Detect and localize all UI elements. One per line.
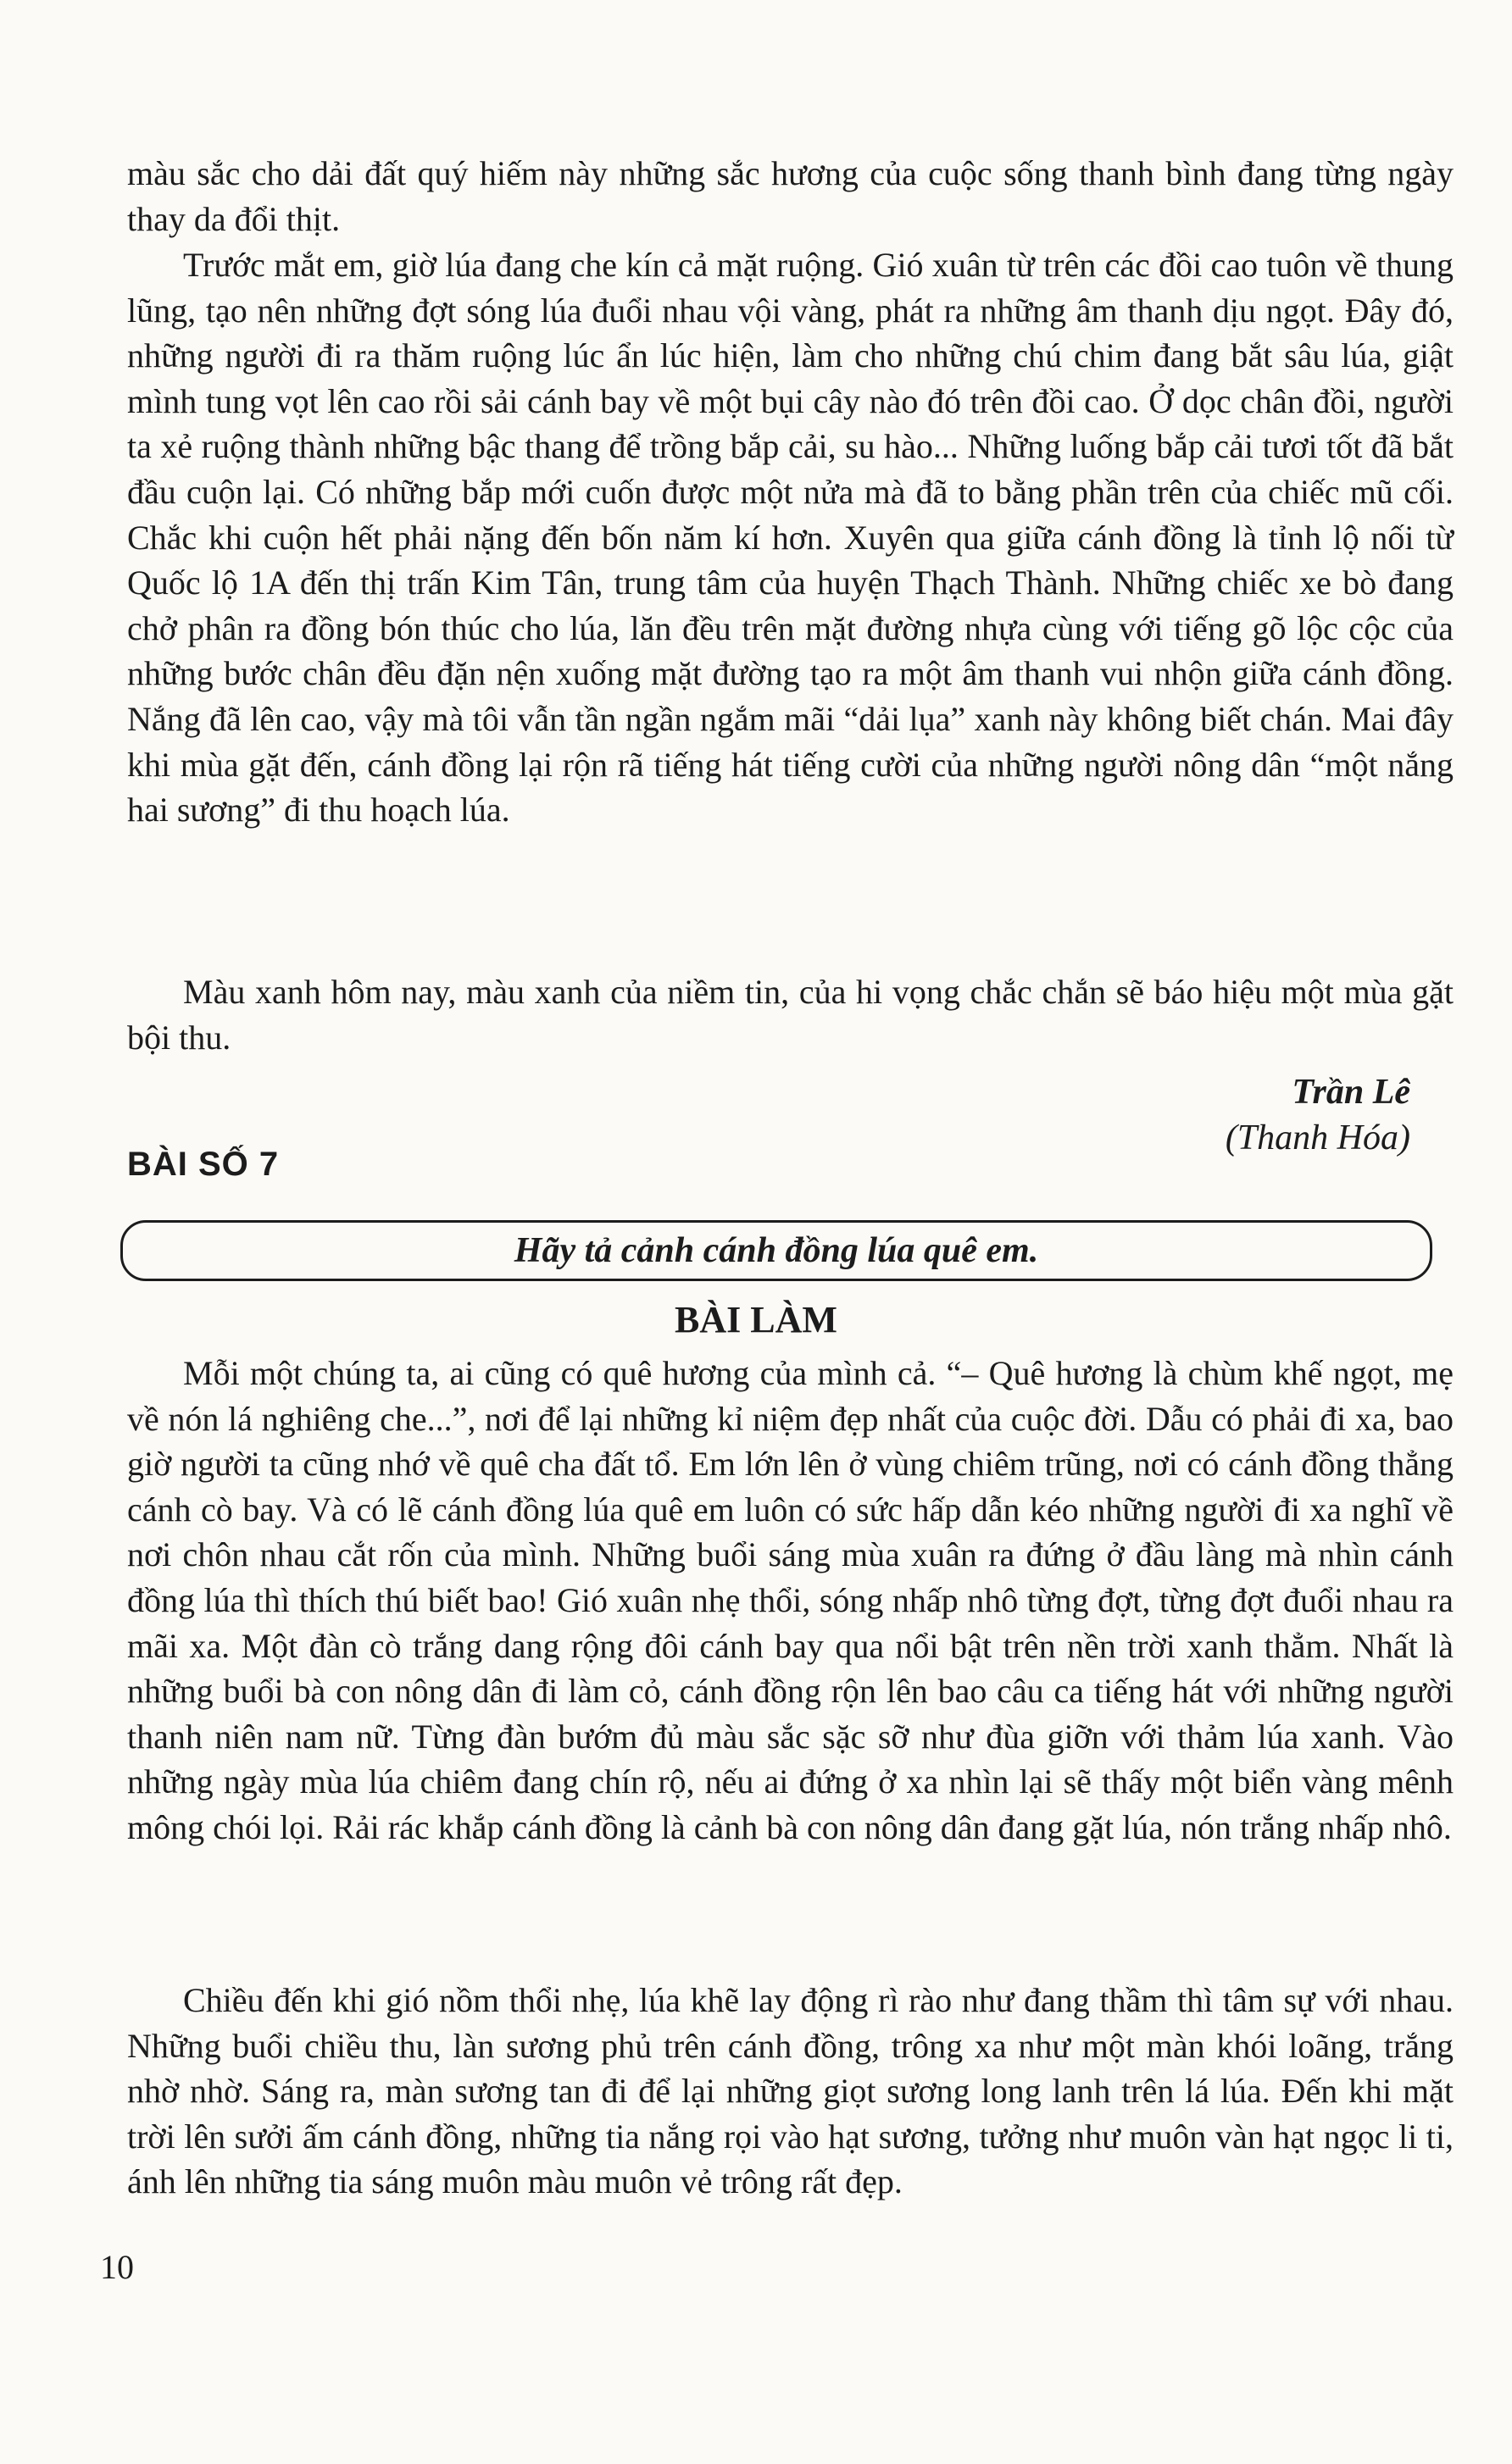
assignment-prompt-box [120, 1220, 1432, 1281]
author-name: Trần Lê [1292, 1073, 1410, 1112]
essay-paragraph-1: Mỗi một chúng ta, ai cũng có quê hương của mình cả. “– Quê hương là chùm khế ngọt, mẹ về nón lá nghiêng che...”, nơi để lại những kỉ niệm đẹp nhất của cuộc đời. Dẫu có phải đi xa, bao giờ người ta cũng nhớ về quê cha đất tổ. Em lớn lên ở vùng chiêm trũng, nơi có cánh đồng thẳng cánh cò bay. Và có lẽ cánh đồng lúa quê em luôn có sức hấp dẫn kéo những người đi xa nghĩ về nơi chôn nhau cắt rốn của mình. Những buổi sáng mùa xuân ra đứng ở đầu làng mà nhìn cánh đồng lúa thì thích thú biết bao! Gió xuân nhẹ thổi, sóng nhấp nhô từng đợt, từng đợt đuổi nhau ra mãi xa. Một đàn cò trắng dang rộng đôi cánh bay qua nổi bật trên nền trời xanh thẳm. Nhất là những buổi bà con nông dân đi làm cỏ, cánh đồng rộn lên bao câu ca tiếng hát với những người thanh niên nam nữ. Từng đàn bướm đủ màu sắc sặc sỡ như đùa giỡn với thảm lúa xanh. Vào những ngày mùa lúa chiêm đang chín rộ, nếu ai đứng ở xa nhìn lại sẽ thấy một biển vàng mênh mông chói lọi. Rải rác khắp cánh đồng là cảnh bà con nông dân đang gặt lúa, nón trắng nhấp nhô. [127, 1354, 1454, 1846]
previous-essay-paragraph-1: màu sắc cho dải đất quý hiếm này những sắc hương của cuộc sống thanh bình đang từng ngày thay da đổi thịt. [127, 154, 1454, 238]
essay-paragraph-2: Chiều đến khi gió nồm thổi nhẹ, lúa khẽ lay động rì rào như đang thầm thì tâm sự với nhau. Những buổi chiều thu, làn sương phủ trên cánh đồng, trông xa như một màn khói loãng, trắng nhờ nhờ. Sáng ra, màn sương tan đi để lại những giọt sương long lanh trên lá lúa. Đến khi mặt trời lên sưởi ấm cánh đồng, những tia nắng rọi vào hạt sương, tưởng như muôn vàn hạt ngọc li ti, ánh lên những tia sáng muôn màu muôn vẻ trông rất đẹp. [127, 1981, 1454, 2201]
essay-heading: BÀI LÀM [675, 1299, 837, 1340]
page-number: 10 [100, 2248, 134, 2286]
previous-essay-paragraph-3: Màu xanh hôm nay, màu xanh của niềm tin, của hi vọng chắc chắn sẽ báo hiệu một mùa gặt bội thu. [127, 973, 1454, 1057]
previous-essay-paragraph-2: Trước mắt em, giờ lúa đang che kín cả mặt ruộng. Gió xuân từ trên các đồi cao tuôn về thung lũng, tạo nên những đợt sóng lúa đuổi nhau vội vàng, phát ra những âm thanh dịu ngọt. Đây đó, những người đi ra thăm ruộng lúc ẩn lúc hiện, làm cho những chú chim đang bắt sâu lúa, giật mình tung vọt lên cao rồi sải cánh bay về một bụi cây nào đó trên đồi cao. Ở dọc chân đồi, người ta xẻ ruộng thành những bậc thang để trồng bắp cải, su hào... Những luống bắp cải tươi tốt đã bắt đầu cuộn lại. Có những bắp mới cuốn được một nửa mà đã to bằng phần trên của chiếc mũ cối. Chắc khi cuộn hết phải nặng đến bốn năm kí hơn. Xuyên qua giữa cánh đồng là tỉnh lộ nối từ Quốc lộ 1A đến thị trấn Kim Tân, trung tâm của huyện Thạch Thành. Những chiếc xe bò đang chở phân ra đồng bón thúc cho lúa, lăn đều trên mặt đường nhựa cùng với tiếng gõ lộc cộc của những bước chân đều đặn nện xuống mặt đường tạo ra một âm thanh vui nhộn giữa cánh đồng. Nắng đã lên cao, vậy mà tôi vẫn tần ngần ngắm mãi “dải lụa” xanh này không biết chán. Mai đây khi mùa gặt đến, cánh đồng lại rộn rã tiếng hát tiếng cười của những người nông dân “một nắng hai sương” đi thu hoạch lúa. [127, 246, 1454, 830]
author-signature [817, 1069, 1410, 1161]
assignment-prompt: Hãy tả cảnh cánh đồng lúa quê em. [514, 1231, 1039, 1270]
lesson-label: BÀI SỐ 7 [127, 1146, 280, 1183]
author-place: (Thanh Hóa) [1225, 1118, 1410, 1157]
